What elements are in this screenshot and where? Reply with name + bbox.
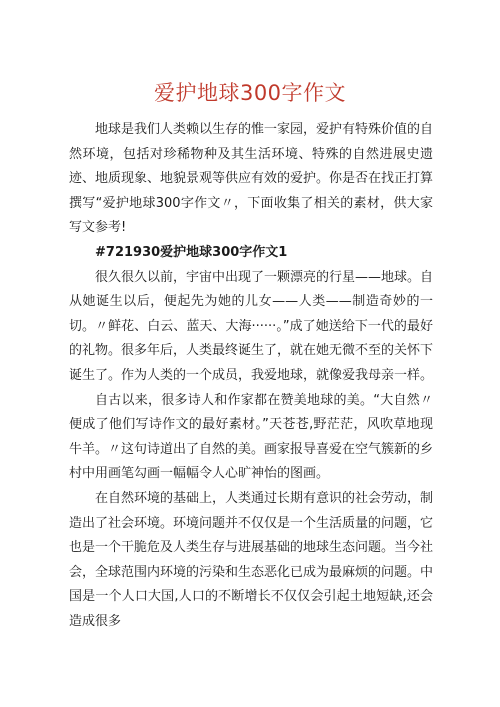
intro-paragraph: 地球是我们人类赖以生存的惟一家园，爱护有特殊价值的自然环境，包括对珍稀物种及其生活环境、特殊的自然进展史遗迹、地质现象、地貌景观等供应有效的爱护。你是否在找正打算撰写“爱护地球300字作文〃，下面收集了相关的素材，供大家写文参考! [69,122,434,236]
essay-heading: #721930爱护地球300字作文1 [95,244,288,260]
body-paragraph: 在自然环境的基础上，人类通过长期有意识的社会劳动，制造出了社会环境。环境问题并不仅仅是一个生活质量的问题，它也是一个干脆危及人类生存与进展基础的地球生态问题。当今社会，全球范围内环境的污染和生态恶化已成为最麻烦的问题。中国是一个人口大国,人口的不断增长不仅仅会引起土地短缺,还会造成很多 [69,490,434,629]
body-paragraph: 很久很久以前，宇宙中出现了一颗漂亮的行星——地球。自从她诞生以后，便起先为她的儿女——人类——制造奇妙的一切。〃鲜花、白云、蓝天、大海······。”成了她送给下一代的最好的礼物。很多年后，人类最终诞生了，就在她无微不至的关怀下诞生了。作为人类的一个成员，我爱地球，就像爱我母亲一样。 [69,269,434,383]
body-paragraph: 自古以来，很多诗人和作家都在赞美地球的美。“大自然〃便成了他们写诗作文的最好素材。”天苍苍,野茫茫，风吹草地现牛羊。〃这句诗道出了自然的美。画家报导喜爱在空气簇新的乡村中用画笔勾画一幅幅令人心旷神怡的图画。 [69,392,434,482]
document-body [69,118,433,634]
document-title: 爱护地球300字作文 [153,81,347,105]
